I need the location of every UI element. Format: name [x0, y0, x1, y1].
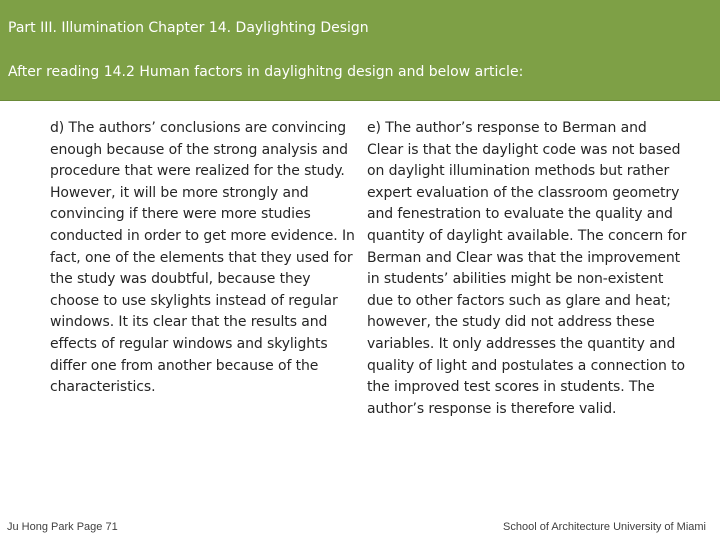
chapter-title: Part III. Illumination Chapter 14. Daylighting Design: [8, 20, 369, 36]
footer-institution: School of Architecture University of Miami: [503, 521, 706, 533]
header-banner: [0, 0, 720, 101]
footer-author-page: Ju Hong Park Page 71: [7, 521, 118, 533]
answer-e-text: e) The author’s response to Berman and Clear is that the daylight code was not based on daylight illumination methods but rather expert evaluation of the classroom geometry and fenestration to evaluate the quality and quantity of daylight available. The concern for Berman and Clear was that the improvement in students’ abilities might be non-existent due to other factors such as glare and heat; however, the study did not address these variables. It only addresses the quantity and quality of light and postulates a connection to the improved test scores in students. The author’s response is therefore valid.: [367, 120, 687, 417]
reading-instruction: After reading 14.2 Human factors in daylighitng design and below article:: [8, 64, 524, 80]
answer-d-text: d) The authors’ conclusions are convincing enough because of the strong analysis and procedure that were realized for the study. However, it will be more strongly and convincing if there were more studies conducted in order to get more evidence. In fact, one of the elements that they used for the study was doubtful, because they choose to use skylights instead of regular windows. It its clear that the results and effects of regular windows and skylights differ one from another because of the characteristics.: [50, 120, 355, 396]
